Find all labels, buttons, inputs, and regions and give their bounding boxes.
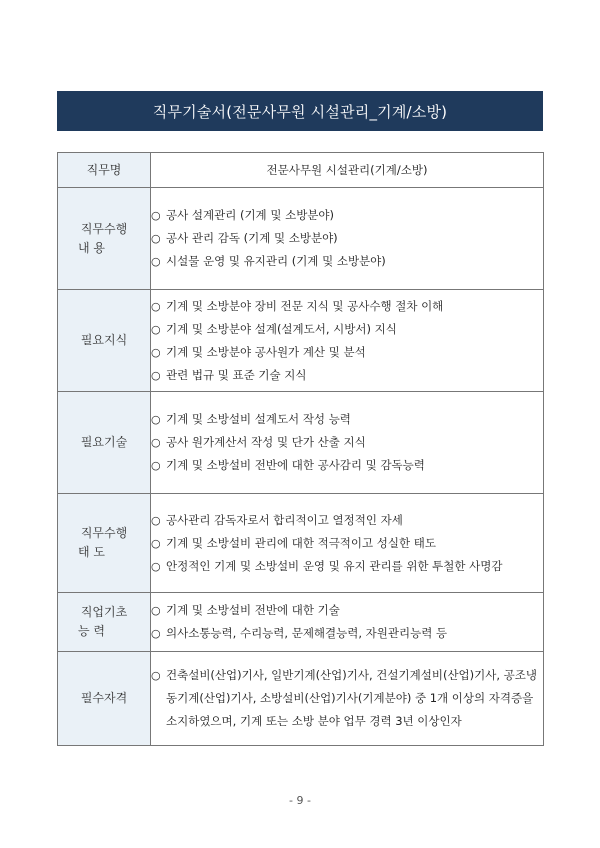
row-label-knowledge [58,290,151,392]
label-text: 내 용 [78,240,105,255]
label-text: 능 력 [78,624,105,638]
circle-bullet-icon: ○ [151,232,161,245]
list-item [151,599,543,622]
label-line: 직무수행 [80,526,128,540]
table-row-attitude [58,494,544,593]
circle-bullet-icon: ○ [151,513,161,527]
label-line: 필요기술 [80,435,128,449]
label-line [78,239,130,258]
circle-bullet-icon: ○ [151,627,161,640]
table-row-job-title [58,153,544,188]
label-line: 직무수행 [80,221,128,236]
list-item-text: 공사 관리 감독 (기계 및 소방분야) [166,231,338,245]
table-row-basic-competency [58,593,544,652]
circle-bullet-icon: ○ [151,209,161,222]
list-item [151,204,543,227]
document-title: 직무기술서(전문사무원 시설관리_기계/소방) [57,91,543,131]
row-label-skills [58,392,151,494]
row-content-knowledge [151,290,544,392]
circle-bullet-icon: ○ [151,322,161,336]
table-row-qualification [58,652,544,746]
row-label-attitude [58,494,151,593]
label-line: 직업기초 [80,605,128,619]
row-label-qualification [58,652,151,746]
list-item-text: 공사 원가계산서 작성 및 단가 산출 지식 [166,435,366,449]
list-item-text: 건축설비(산업)기사, 일반기계(산업)기사, 건설기계설비(산업)기사, 공조냉동기계(산업)기사, 소방설비(산업)기사(기계분야) 중 1개 이상의 자격증을 소지하였으며, 기계 또는 소방 분야 업무 경력 3년 이상인자 [166,668,538,728]
circle-bullet-icon: ○ [151,413,161,426]
page-number: - 9 - [289,794,311,807]
list-item [151,454,543,477]
circle-bullet-icon: ○ [151,459,161,472]
row-content-skills [151,392,544,494]
circle-bullet-icon: ○ [151,536,161,550]
list-item-text: 기계 및 소방분야 장비 전문 지식 및 공사수행 절차 이해 [166,298,444,313]
list-item [151,318,543,341]
list-item-text: 시설물 운영 및 유지관리 (기계 및 소방분야) [166,254,386,268]
label-line [78,543,130,562]
list-item-text: 공사 설계관리 (기계 및 소방분야) [166,208,335,222]
label-text: 태 도 [78,545,105,559]
label-line [78,622,130,641]
table-row-knowledge [58,290,544,392]
list-item-text: 기계 및 소방설비 전반에 대한 공사감리 및 감독능력 [166,458,425,472]
list-item-text: 기계 및 소방설비 설계도서 작성 능력 [166,412,351,426]
job-description-table [57,152,544,746]
job-title-value: 전문사무원 시설관리(기계/소방) [151,153,544,188]
list-item-text: 기계 및 소방설비 관리에 대한 적극적이고 성실한 태도 [166,535,436,550]
row-content-qualification [151,652,544,746]
list-item [151,408,543,431]
row-content-attitude [151,494,544,593]
row-label-basic-competency [58,593,151,652]
table-row-skills [58,392,544,494]
list-item [151,250,543,273]
list-item [151,295,543,318]
list-item [151,555,543,578]
circle-bullet-icon: ○ [151,345,161,359]
list-item-text: 기계 및 소방분야 설계(설계도서, 시방서) 지식 [166,321,397,336]
circle-bullet-icon: ○ [151,255,161,268]
row-content-duties [151,188,544,290]
label-line: 필수자격 [80,691,128,705]
list-item-text: 안정적인 기계 및 소방설비 운영 및 유지 관리를 위한 투철한 사명감 [166,558,503,573]
list-item-text: 관련 법규 및 표준 기술 지식 [166,367,307,382]
list-item [151,509,543,532]
table-row-duties [58,188,544,290]
label-line: 필요지식 [80,333,128,347]
list-item [151,341,543,364]
list-item [151,227,543,250]
circle-bullet-icon: ○ [151,559,161,573]
circle-bullet-icon: ○ [151,604,161,617]
list-item-text: 기계 및 소방분야 공사원가 계산 및 분석 [166,344,366,359]
circle-bullet-icon: ○ [151,669,161,682]
row-content-basic-competency [151,593,544,652]
list-item-text: 기계 및 소방설비 전반에 대한 기술 [166,603,340,617]
list-item [151,431,543,454]
job-title-label: 직무명 [58,153,151,188]
row-label-duties [58,188,151,290]
list-item [151,532,543,555]
circle-bullet-icon: ○ [151,436,161,449]
list-item [151,364,543,387]
list-item-text: 의사소통능력, 수리능력, 문제해결능력, 자원관리능력 등 [166,626,448,640]
list-item [151,664,543,733]
list-item-text: 공사관리 감독자로서 합리적이고 열정적인 자세 [166,512,403,527]
circle-bullet-icon: ○ [151,299,161,313]
list-item [151,622,543,645]
circle-bullet-icon: ○ [151,368,161,382]
